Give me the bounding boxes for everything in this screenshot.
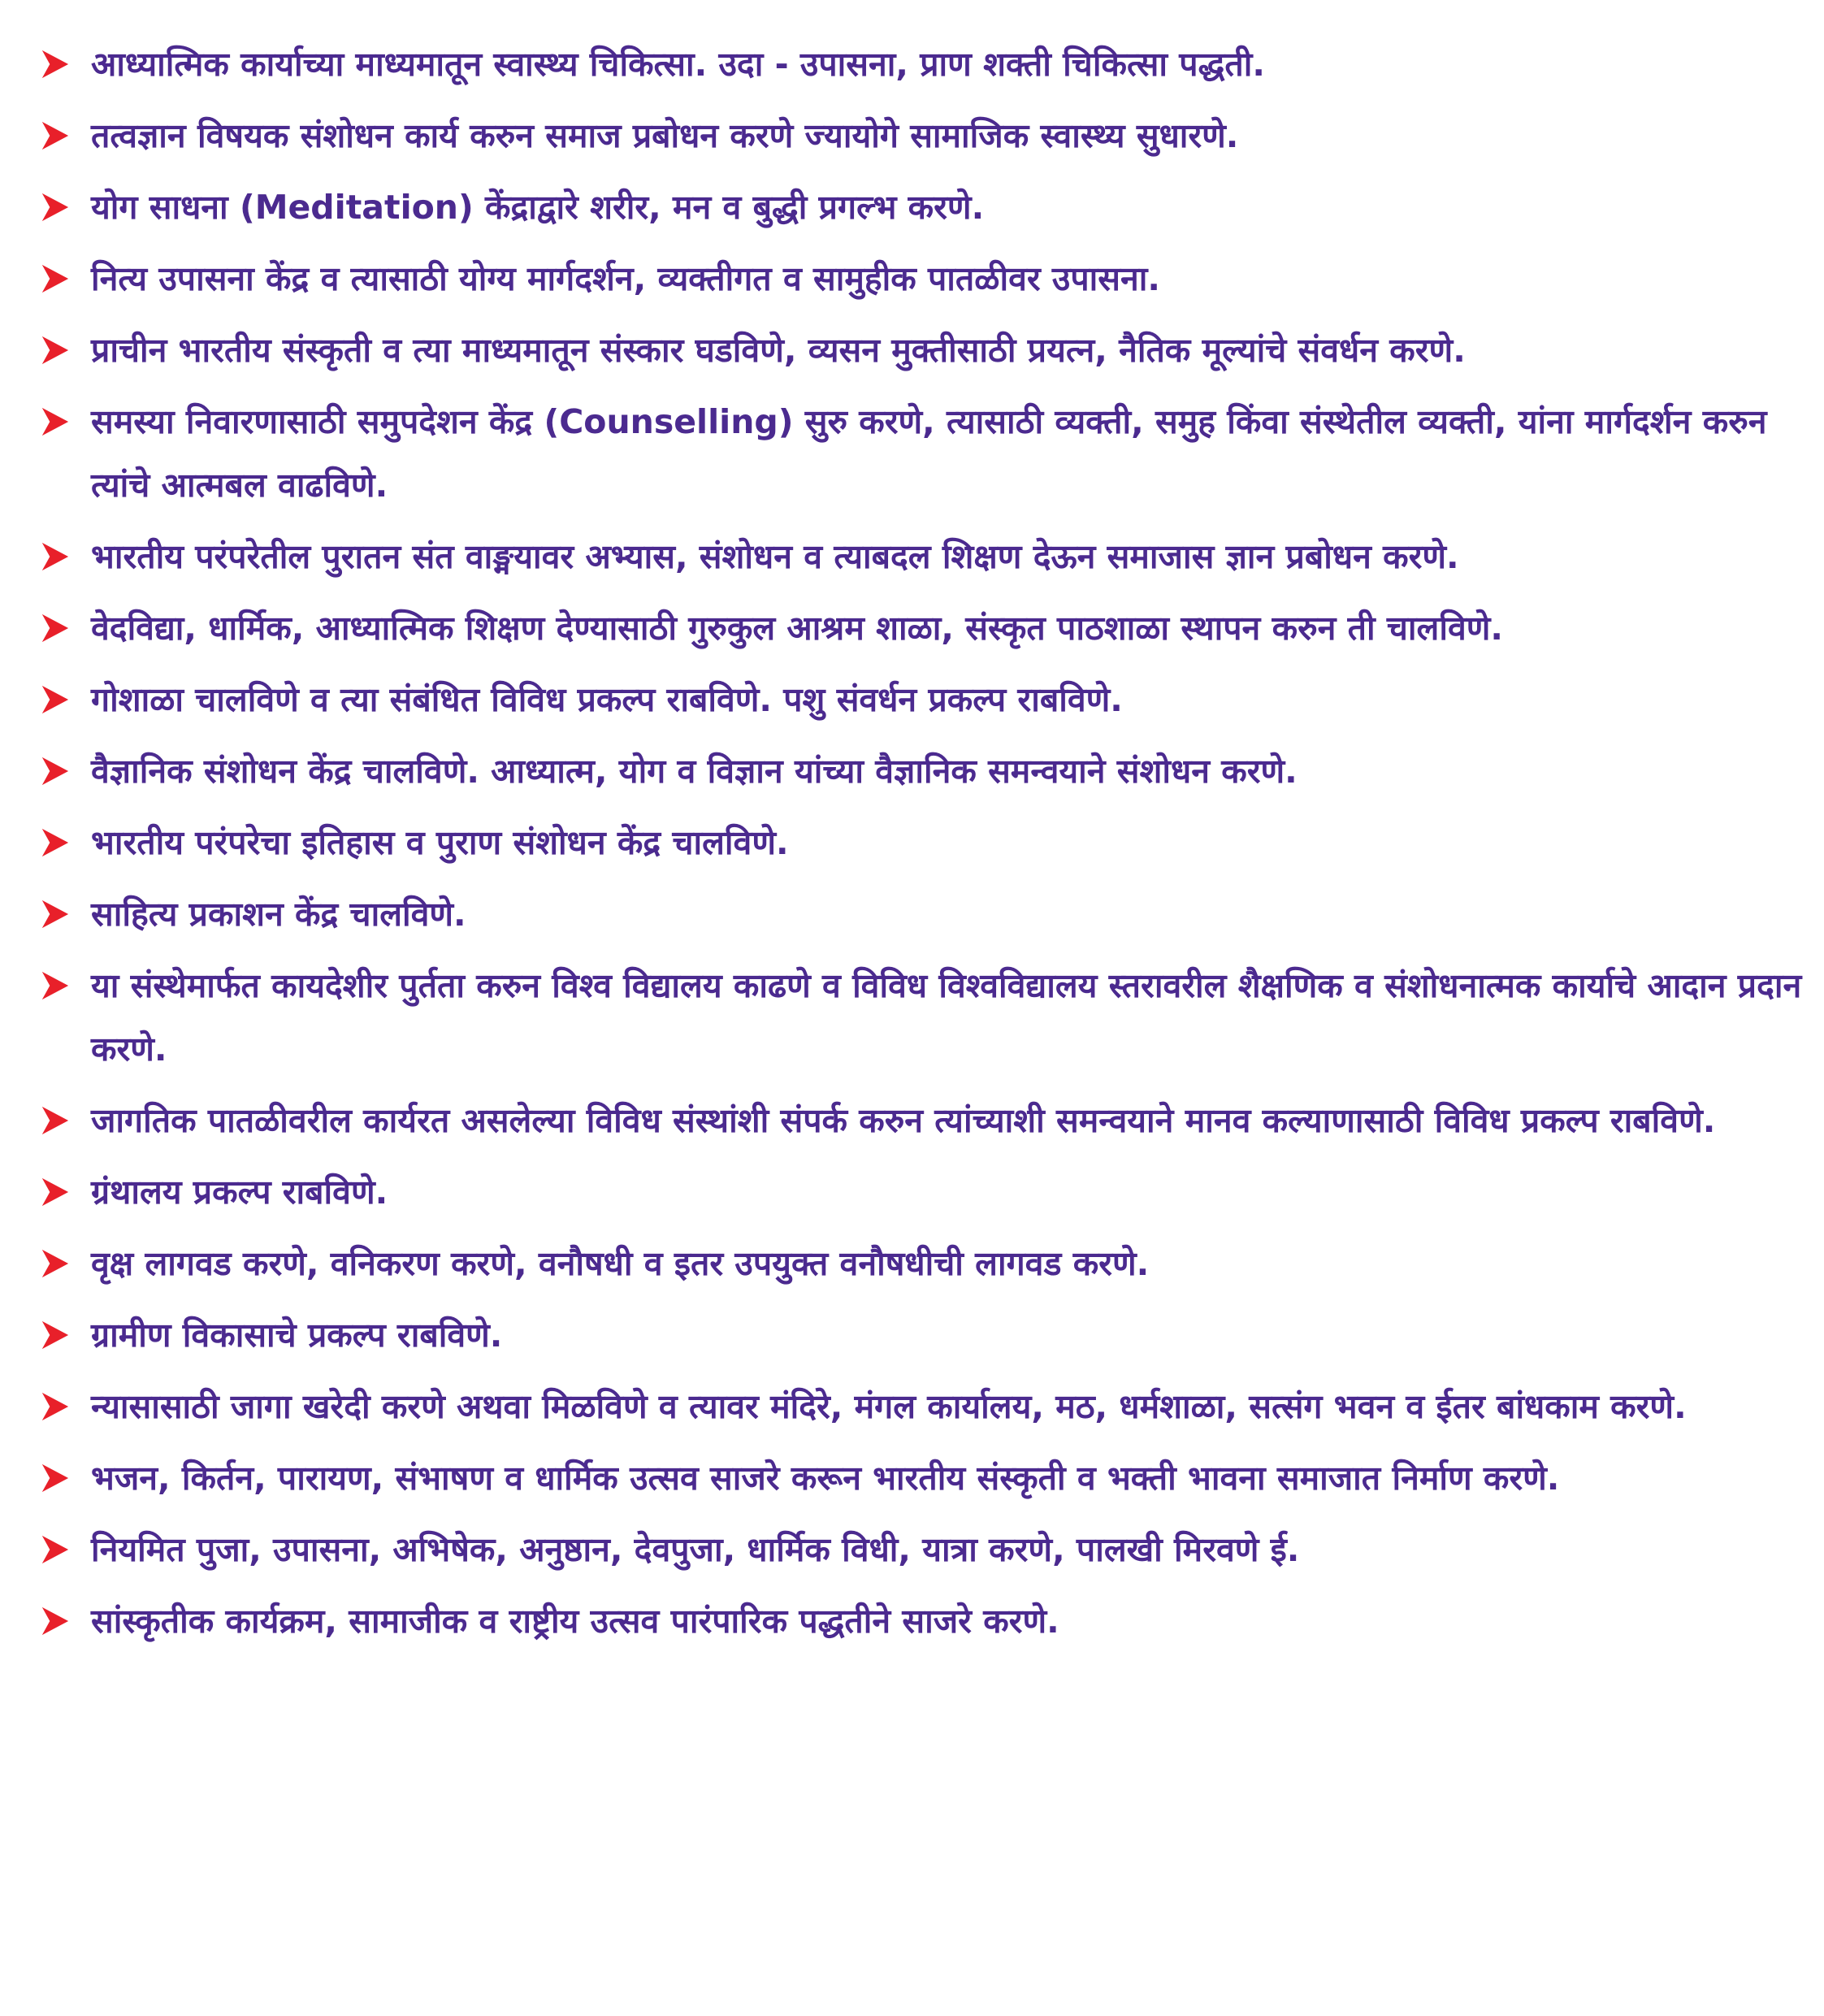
list-item [32, 1089, 1804, 1152]
list-item [32, 954, 1804, 1081]
list-item [32, 1589, 1804, 1653]
list-item [32, 1375, 1804, 1438]
objectives-list [32, 33, 1804, 1661]
list-item [32, 525, 1804, 588]
list-item [32, 176, 1804, 239]
list-item [32, 668, 1804, 731]
list-item [32, 390, 1804, 517]
chevron-right-icon [39, 192, 70, 223]
list-item-text: भारतीय परंपरेतील पुरातन संत वाङ्मयावर अभ्यास, संशोधन व त्याबदल शिक्षण देऊन समाजास ज्ञान प्रबोधन करणे. [91, 537, 1459, 576]
list-item-text: साहित्य प्रकाशन केंद्र चालविणे. [91, 895, 466, 934]
list-item-text: ग्रंथालय प्रकल्प राबविणे. [91, 1173, 388, 1212]
list-item-text: भजन, किर्तन, पारायण, संभाषण व धार्मिक उत्सव साजरे करून भारतीय संस्कृती व भक्ती भावना समाजात निर्माण करणे. [91, 1459, 1560, 1498]
list-item [32, 319, 1804, 382]
list-item-text: सांस्कृतीक कार्यक्रम, सामाजीक व राष्ट्रीय उत्सव पारंपारिक पद्धतीने साजरे करणे. [91, 1602, 1059, 1641]
list-item-text: वैज्ञानिक संशोधन केंद्र चालविणे. आध्यात्म, योग व विज्ञान यांच्या वैज्ञानिक समन्वयाने संशोधन करणे. [91, 752, 1298, 791]
chevron-right-icon [39, 899, 70, 930]
list-item [32, 247, 1804, 310]
list-item [32, 1303, 1804, 1367]
list-item [32, 882, 1804, 946]
list-item-text: गोशाळा चालविणे व त्या संबंधित विविध प्रकल्प राबविणे. पशु संवर्धन प्रकल्प राबविणे. [91, 680, 1123, 719]
chevron-right-icon [39, 1391, 70, 1422]
chevron-right-icon [39, 1177, 70, 1207]
list-item-text: जागतिक पातळीवरील कार्यरत असलेल्या विविध संस्थांशी संपर्क करुन त्यांच्याशी समन्वयाने मानव कल्याणासाठी विविध प्रकल्प राबविणे. [91, 1101, 1716, 1140]
chevron-right-icon [39, 335, 70, 366]
chevron-right-icon [39, 827, 70, 858]
chevron-right-icon [39, 1534, 70, 1565]
chevron-right-icon [39, 684, 70, 715]
list-item [32, 1446, 1804, 1510]
list-item-text: या संस्थेमार्फत कायदेशीर पुर्तता करुन विश्व विद्यालय काढणे व विविध विश्वविद्यालय स्तरावरील शैक्षणिक व संशोधनात्मक कार्याचे आदान प्रदान करणे. [91, 966, 1802, 1069]
list-item [32, 1232, 1804, 1295]
list-item-text: योग साधना (Meditation) केंद्राद्वारे शरीर, मन व बुद्धी प्रगल्भ करणे. [91, 188, 985, 227]
chevron-right-icon [39, 970, 70, 1001]
list-item-text: नित्य उपासना केंद्र व त्यासाठी योग्य मार्गदर्शन, व्यक्तीगत व सामुहीक पातळीवर उपासना. [91, 259, 1160, 298]
chevron-right-icon [39, 1606, 70, 1637]
list-item-text: आध्यात्मिक कार्याच्या माध्यमातून स्वास्थ्य चिकित्सा. उदा - उपासना, प्राण शक्ती चिकित्सा पद्धती. [91, 45, 1265, 84]
list-item-text: भारतीय परंपरेचा इतिहास व पुराण संशोधन केंद्र चालविणे. [91, 823, 789, 862]
list-item-text: वृक्ष लागवड करणे, वनिकरण करणे, वनौषधी व इतर उपयुक्त वनौषधीची लागवड करणे. [91, 1244, 1150, 1283]
chevron-right-icon [39, 1105, 70, 1136]
chevron-right-icon [39, 49, 70, 80]
list-item [32, 1518, 1804, 1581]
list-item [32, 1160, 1804, 1224]
chevron-right-icon [39, 613, 70, 644]
list-item-text: वेदविद्या, धार्मिक, आध्यात्मिक शिक्षण देण्यासाठी गुरुकुल आश्रम शाळा, संस्कृत पाठशाळा स्थापन करुन ती चालविणे. [91, 609, 1503, 648]
list-item-text: नियमित पुजा, उपासना, अभिषेक, अनुष्ठान, देवपुजा, धार्मिक विधी, यात्रा करणे, पालखी मिरवणे ई. [91, 1530, 1300, 1569]
list-item [32, 739, 1804, 803]
chevron-right-icon [39, 120, 70, 151]
list-item-text: ग्रामीण विकासाचे प्रकल्प राबविणे. [91, 1316, 503, 1355]
list-item [32, 33, 1804, 96]
chevron-right-icon [39, 756, 70, 787]
list-item-text: समस्या निवारणासाठी समुपदेशन केंद्र (Counselling) सुरु करणे, त्यासाठी व्यक्ती, समुह किंवा संस्थेतील व्यक्ती, यांना मार्गदर्शन करुन त्यांचे आत्मबल वाढविणे. [91, 402, 1767, 505]
chevron-right-icon [39, 406, 70, 437]
list-item-text: न्यासासाठी जागा खरेदी करणे अथवा मिळविणे व त्यावर मंदिरे, मंगल कार्यालय, मठ, धर्मशाळा, सत्संग भवन व ईतर बांधकाम करणे. [91, 1387, 1687, 1426]
chevron-right-icon [39, 263, 70, 294]
list-item [32, 811, 1804, 874]
list-item-text: प्राचीन भारतीय संस्कृती व त्या माध्यमातून संस्कार घडविणे, व्यसन मुक्तीसाठी प्रयत्न, नैतिक मूल्यांचे संवर्धन करणे. [91, 331, 1466, 370]
chevron-right-icon [39, 1248, 70, 1279]
list-item [32, 104, 1804, 167]
list-item [32, 596, 1804, 660]
chevron-right-icon [39, 1320, 70, 1351]
chevron-right-icon [39, 1463, 70, 1494]
chevron-right-icon [39, 541, 70, 572]
list-item-text: तत्वज्ञान विषयक संशोधन कार्य करुन समाज प्रबोधन करणे ज्यायोगे सामाजिक स्वास्थ्य सुधारणे. [91, 116, 1239, 155]
